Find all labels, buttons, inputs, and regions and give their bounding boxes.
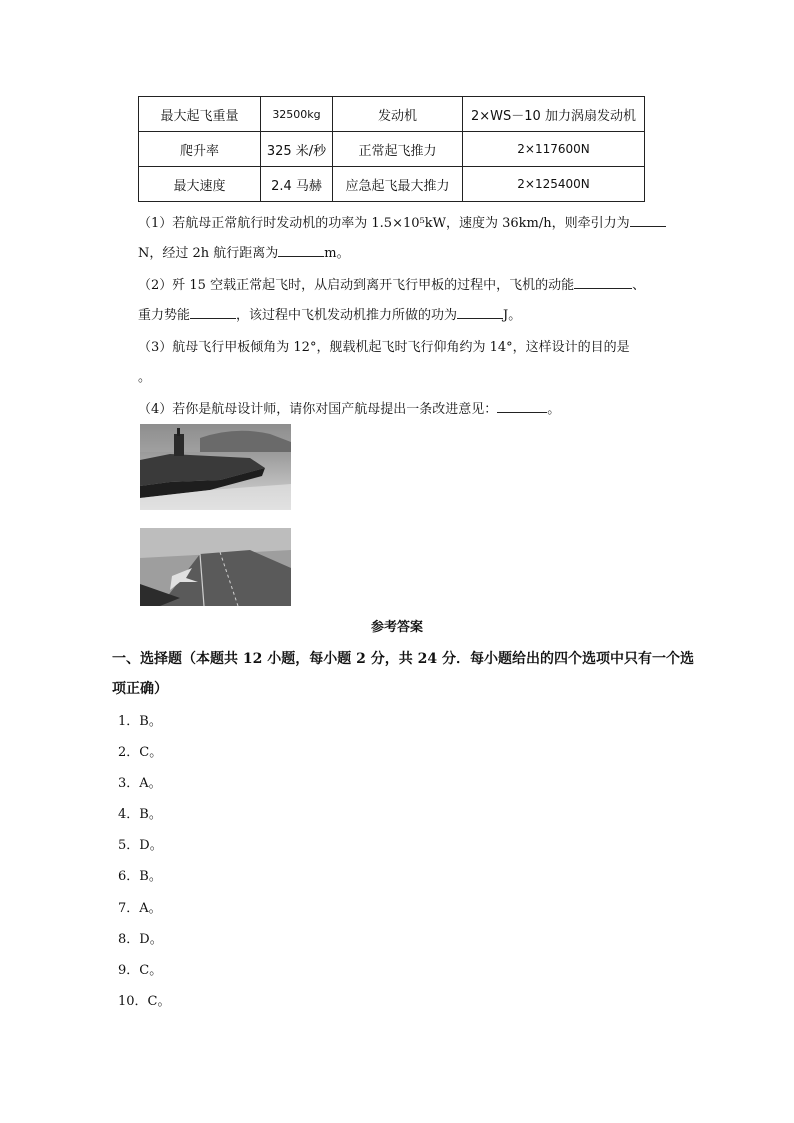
question-4-line	[138, 398, 560, 417]
answer-key-title: 参考答案	[370, 620, 423, 635]
aircraft-carrier-image	[140, 424, 291, 510]
question-2-line-1	[138, 274, 645, 293]
question-text: m。	[324, 246, 350, 261]
table-cell: 爬升率	[139, 132, 261, 167]
question-text: 。	[138, 370, 152, 385]
table-row	[139, 132, 645, 167]
spec-table	[138, 96, 645, 202]
table-cell: 最大速度	[139, 167, 261, 202]
question-text: （2）歼 15 空载正常起飞时，从启动到离开飞行甲板的过程中，飞机的动能	[138, 278, 575, 293]
table-cell: 2×117600N	[463, 132, 645, 167]
answer-blank	[630, 214, 666, 227]
answer-item: 10．C。	[118, 994, 171, 1009]
question-3-line-1	[138, 336, 630, 355]
answer-item: 2．C。	[118, 745, 163, 760]
table-cell: 正常起飞推力	[333, 132, 463, 167]
question-text: 重力势能	[138, 308, 191, 323]
answer-blank	[278, 244, 324, 257]
table-cell: 325 米/秒	[261, 132, 333, 167]
question-text: ，该过程中飞机发动机推力所做的功为	[236, 308, 458, 323]
question-text: （3）航母飞行甲板倾角为 12°，舰载机起飞时飞行仰角约为 14°，这样设计的目的是	[138, 340, 630, 355]
question-1-line-1	[138, 212, 666, 231]
question-text: J。	[503, 308, 522, 323]
section-heading-line-2: 项正确）	[112, 681, 168, 697]
table-cell: 发动机	[333, 97, 463, 132]
table-cell: 最大起飞重量	[139, 97, 261, 132]
aircraft-carrier-photo	[140, 424, 291, 510]
table-row	[139, 97, 645, 132]
answer-item: 1．B。	[118, 714, 162, 729]
question-text: 、	[632, 278, 646, 293]
answer-item: 5．D。	[118, 838, 163, 853]
table-cell: 32500kg	[261, 97, 333, 132]
answer-item: 6．B。	[118, 869, 162, 884]
answer-blank	[497, 400, 547, 413]
question-text: （1）若航母正常航行时发动机的功率为 1.5×10⁵kW，速度为 36km/h，则牵引力为	[138, 216, 630, 231]
table-cell: 应急起飞最大推力	[333, 167, 463, 202]
question-2-line-2	[138, 304, 521, 323]
answer-blank	[190, 306, 236, 319]
answer-blank	[457, 306, 503, 319]
table-row	[139, 167, 645, 202]
answer-item: 3．A。	[118, 776, 162, 791]
question-text: （4）若你是航母设计师，请你对国产航母提出一条改进意见：	[138, 402, 498, 417]
question-1-line-2	[138, 242, 350, 261]
carrier-deck-photo	[140, 528, 291, 606]
section-heading-line-1: 一、选择题（本题共 12 小题，每小题 2 分，共 24 分．每小题给出的四个选项中只有一个选	[112, 651, 694, 667]
answer-item: 9．C。	[118, 963, 163, 978]
question-3-line-2	[138, 366, 151, 385]
table-cell: 2.4 马赫	[261, 167, 333, 202]
question-text: N，经过 2h 航行距离为	[138, 246, 279, 261]
answer-item: 7．A。	[118, 901, 162, 916]
answer-item: 8．D。	[118, 932, 163, 947]
question-text: 。	[547, 402, 561, 417]
table-cell: 2×125400N	[463, 167, 645, 202]
table-cell: 2×WS－10 加力涡扇发动机	[463, 97, 645, 132]
carrier-deck-image	[140, 528, 291, 606]
answer-item: 4．B。	[118, 807, 162, 822]
answer-blank	[574, 276, 632, 289]
